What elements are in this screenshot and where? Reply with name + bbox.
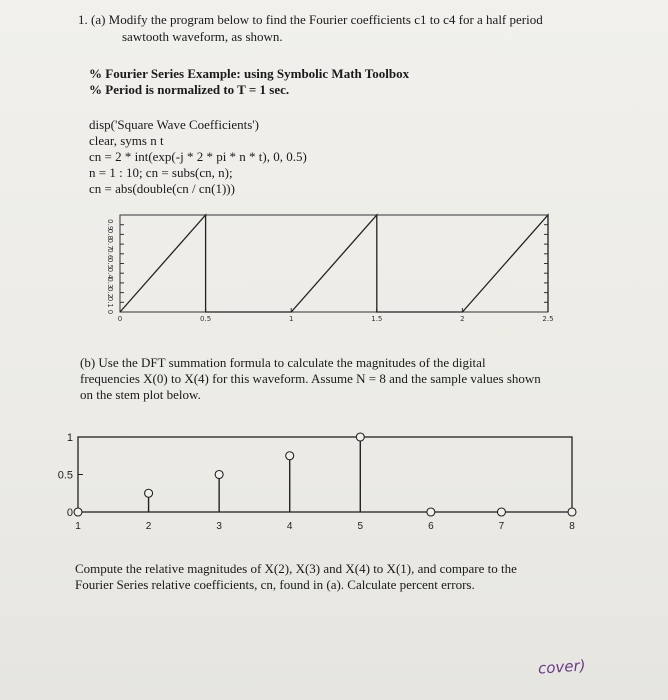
code-line: disp('Square Wave Coefficients') (89, 117, 259, 132)
y-tick-label: 1 (66, 432, 73, 444)
stem-marker (215, 471, 223, 479)
problem-b-line-3: on the stem plot below. (80, 387, 201, 402)
y-tick-label: 0.2 (106, 287, 114, 299)
code-header-line-1: % Fourier Series Example: using Symbolic Math Toolbox (89, 66, 410, 81)
x-tick-label: 0 (117, 315, 123, 323)
handwritten-note: cover) (537, 656, 587, 678)
stem-marker (568, 508, 576, 516)
problem-b-line-2: frequencies X(0) to X(4) for this waveform. Assume N = 8 and the sample values shown (80, 371, 541, 386)
code-line: cn = abs(double(cn / cn(1))) (89, 181, 235, 196)
x-tick-label: 2 (145, 521, 152, 532)
problem-a-line-2: sawtooth waveform, as shown. (122, 29, 283, 44)
y-tick-label: 0.8 (106, 228, 114, 240)
y-tick-label: 0 (106, 309, 114, 315)
x-tick-label: 0.5 (200, 315, 212, 323)
question-line-2: Fourier Series relative coefficients, cn, found in (a). Calculate percent errors. (75, 577, 475, 592)
y-tick-label: 0.5 (57, 469, 73, 482)
x-tick-label: 7 (498, 521, 505, 532)
question-line-1: Compute the relative magnitudes of X(2), X(3) and X(4) to X(1), and compare to the (75, 561, 517, 576)
y-tick-label: 0.1 (106, 296, 114, 308)
problem-a-line-1: 1. (a) Modify the program below to find the Fourier coefficients c1 to c4 for a half period (78, 12, 543, 27)
x-tick-label: 5 (357, 521, 364, 532)
x-tick-label: 1 (75, 521, 81, 532)
plot-frame (78, 437, 572, 512)
y-tick-label: 0.5 (106, 257, 114, 270)
stem-marker (427, 508, 435, 516)
x-tick-label: 1 (288, 315, 294, 323)
stem-marker (497, 508, 505, 516)
code-line: n = 1 : 10; cn = subs(cn, n); (89, 165, 233, 180)
x-tick-label: 2.5 (542, 315, 554, 323)
y-tick-label: 0.9 (106, 219, 114, 231)
code-line: cn = 2 * int(exp(-j * 2 * pi * n * t), 0, 0.5) (89, 149, 307, 164)
y-tick-label: 0 (66, 507, 73, 519)
x-tick-label: 1.5 (371, 315, 383, 323)
y-tick-label: 0.4 (106, 267, 114, 279)
stem-marker (286, 452, 294, 460)
x-tick-label: 6 (428, 521, 434, 532)
x-tick-label: 3 (216, 521, 222, 532)
code-line: clear, syms n t (89, 133, 164, 148)
y-tick-label: 0.3 (106, 277, 114, 289)
y-tick-label: 0.6 (106, 248, 114, 260)
stem-marker (356, 433, 364, 441)
x-tick-label: 4 (286, 521, 293, 532)
x-tick-label: 2 (460, 315, 465, 323)
code-header-line-2: % Period is normalized to T = 1 sec. (89, 82, 290, 97)
stem-marker (145, 489, 153, 497)
stem-marker (74, 508, 82, 516)
x-tick-label: 8 (569, 521, 575, 532)
problem-b-line-1: (b) Use the DFT summation formula to calculate the magnitudes of the digital (80, 355, 486, 370)
y-tick-label: 0.7 (106, 238, 114, 250)
